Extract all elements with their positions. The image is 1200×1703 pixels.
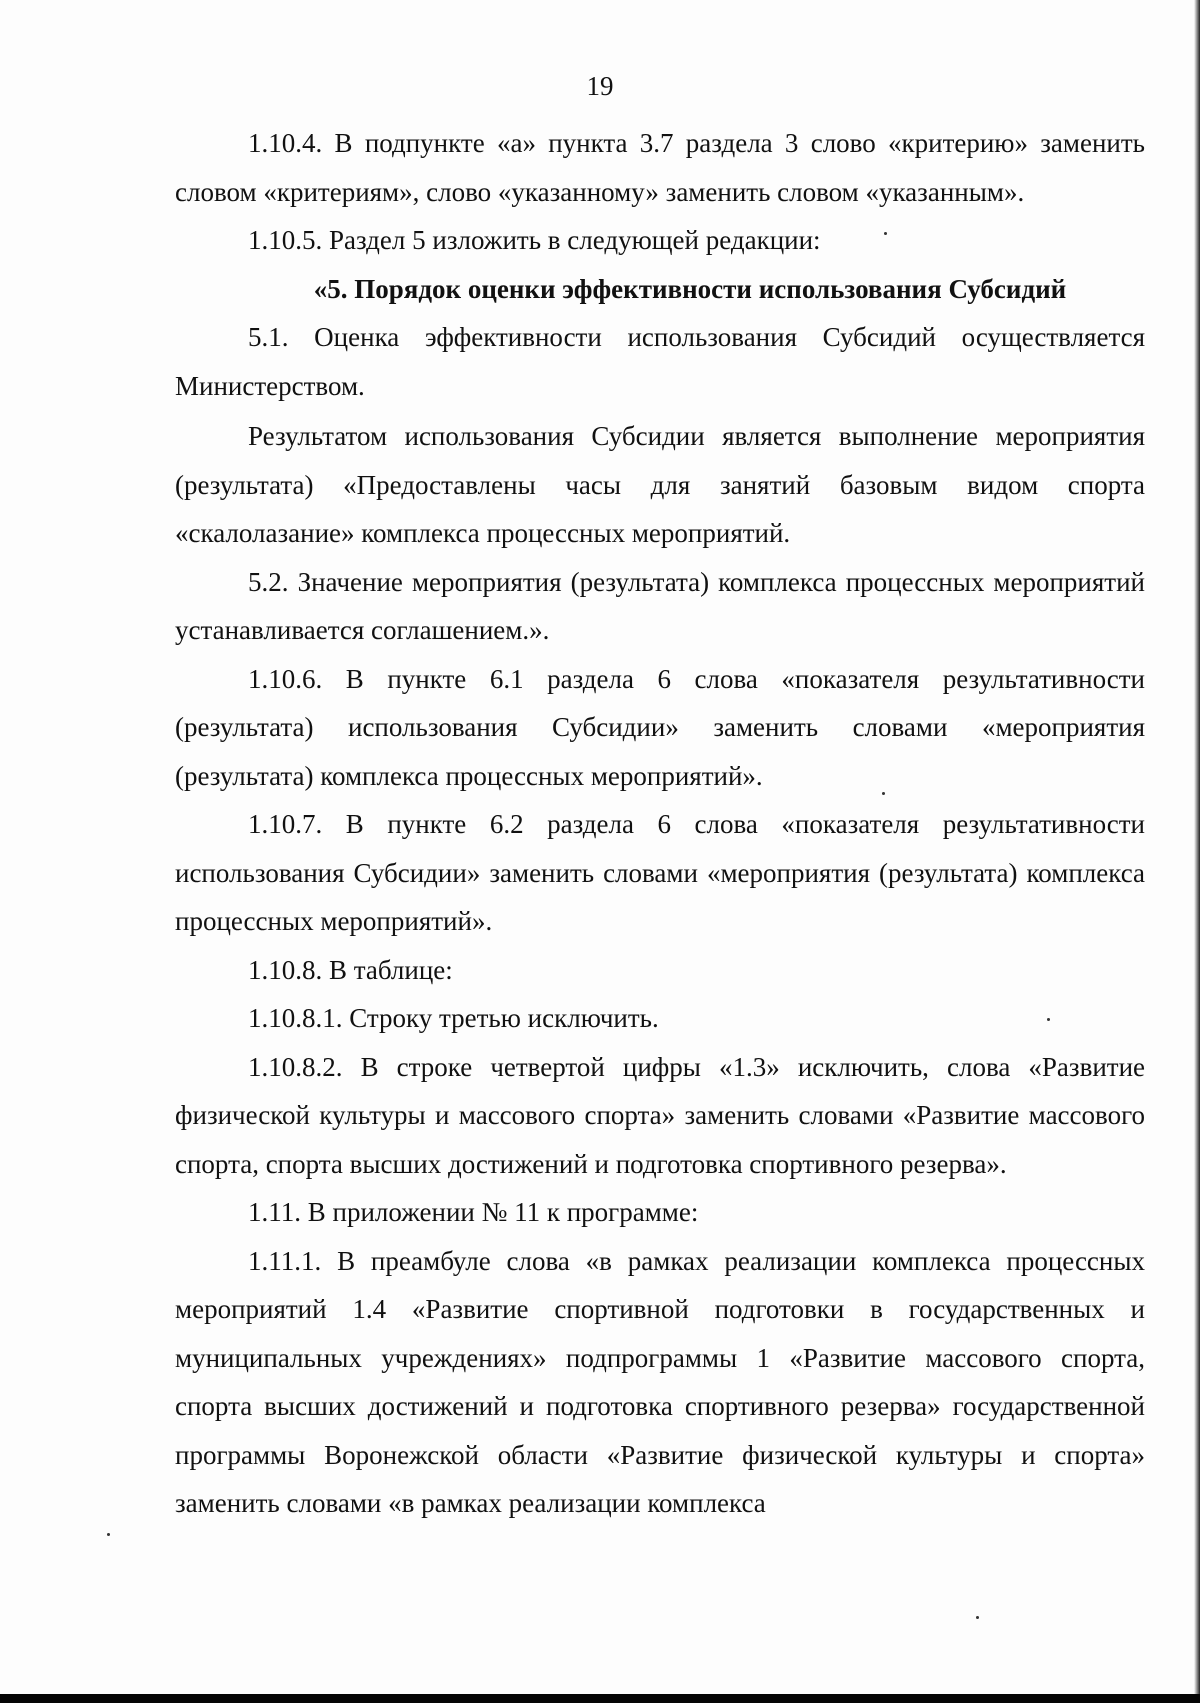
scan-speck [1047,1018,1050,1021]
paragraph-5-1: 5.1. Оценка эффективности использования Субсидий осуществляется Министерством. [175,322,1145,401]
paragraph-1-10-8-2: 1.10.8.2. В строке четвертой цифры «1.3» исключить, слова «Развитие физической культуры и массового спорта» заменить словами «Развитие массового спорта, спорта высших достижений и подготовка спортивного резерва». [175,1051,1145,1179]
scan-speck [884,232,887,235]
scan-speck [107,1533,110,1536]
paragraph-1-10-8-1: 1.10.8.1. Строку третью исключить. [248,1003,659,1033]
scan-speck [882,792,885,795]
scan-speck [976,1616,979,1619]
paragraph-1-11-1: 1.11.1. В преамбуле слова «в рамках реализации комплекса процессных мероприятий 1.4 «Развитие спортивной подготовки в государственных и муниципальных учреждениях» подпрограммы 1 «Развитие массового спорта, спорта высших достижений и подготовка спортивного резерва» государственной программы Воронежской области «Развитие физической культуры и спорта» заменить словами «в рамках реализации комплекса [175,1245,1145,1518]
paragraph-5-2: 5.2. Значение мероприятия (результата) комплекса процессных мероприятий устанавливается соглашением.». [175,566,1145,645]
scan-edge-right [1194,0,1200,1703]
section-5-heading: «5. Порядок оценки эффективности использования Субсидий [313,273,1067,304]
scan-edge-bottom [0,1694,1200,1703]
page-number: 19 [586,71,614,101]
paragraph-1-10-5: 1.10.5. Раздел 5 изложить в следующей редакции: [248,225,821,255]
paragraph-result: Результатом использования Субсидии является выполнение мероприятия (результата) «Предоставлены часы для занятий базовым видом спорта «скалолазание» комплекса процессных мероприятий. [175,421,1145,548]
paragraph-1-11: 1.11. В приложении № 11 к программе: [248,1197,699,1227]
paragraph-1-10-4: 1.10.4. В подпункте «а» пункта 3.7 раздела 3 слово «критерию» заменить словом «критериям», слово «указанному» заменить словом «указанным». [175,128,1145,207]
paragraph-1-10-6: 1.10.6. В пункте 6.1 раздела 6 слова «показателя результативности (результата) использования Субсидии» заменить словами «мероприятия (результата) комплекса процессных мероприятий». [175,663,1145,791]
document-body [175,119,1145,1528]
paragraph-1-10-7: 1.10.7. В пункте 6.2 раздела 6 слова «показателя результативности использования Субсидии» заменить словами «мероприятия (результата) комплекса процессных мероприятий». [175,809,1145,936]
paragraph-1-10-8: 1.10.8. В таблице: [248,954,453,985]
